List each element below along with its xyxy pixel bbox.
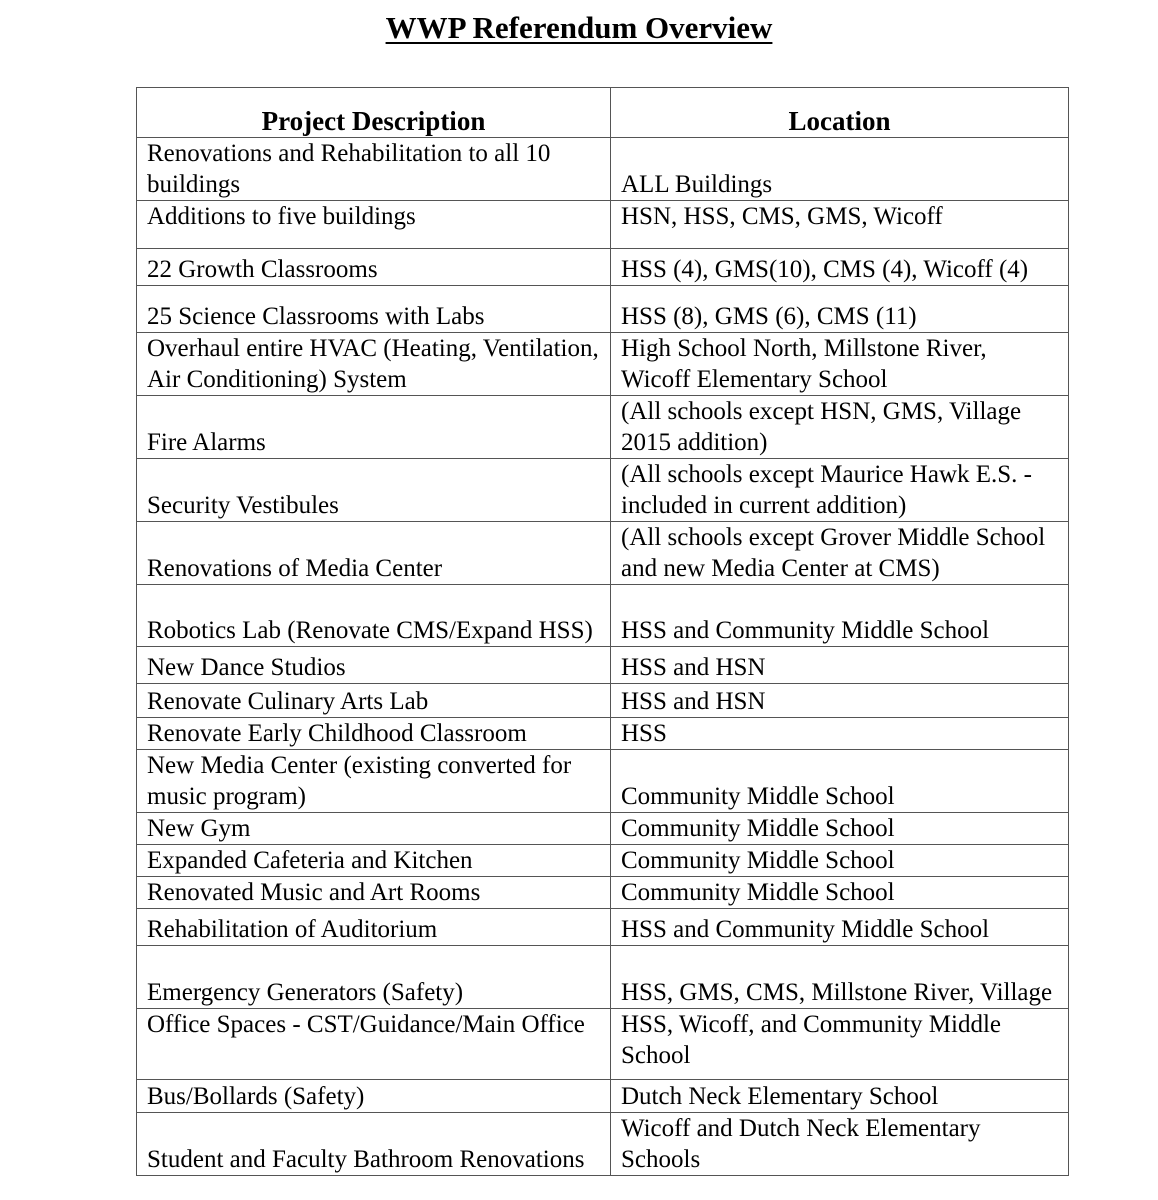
location-cell: HSS and HSN	[611, 647, 1069, 684]
location-cell: HSS	[611, 718, 1069, 750]
location-cell: (All schools except HSN, GMS, Village 2015 addition)	[611, 396, 1069, 459]
document-title	[0, 8, 1158, 48]
location-cell: Community Middle School	[611, 845, 1069, 877]
table-row	[137, 201, 1069, 249]
header-location: Location	[611, 88, 1069, 138]
project-description-cell: Bus/Bollards (Safety)	[137, 1080, 611, 1113]
location-cell: High School North, Millstone River, Wicoff Elementary School	[611, 333, 1069, 396]
project-description-cell: Additions to five buildings	[137, 201, 611, 249]
table-row	[137, 396, 1069, 459]
project-description-cell: Office Spaces - CST/Guidance/Main Office	[137, 1009, 611, 1080]
table-row	[137, 718, 1069, 750]
location-cell: HSS and Community Middle School	[611, 909, 1069, 946]
project-description-cell: New Dance Studios	[137, 647, 611, 684]
project-description-cell: Emergency Generators (Safety)	[137, 946, 611, 1009]
location-cell: Wicoff and Dutch Neck Elementary Schools	[611, 1113, 1069, 1176]
location-cell: (All schools except Grover Middle School and new Media Center at CMS)	[611, 522, 1069, 585]
project-description-cell: Renovations of Media Center	[137, 522, 611, 585]
table-row	[137, 946, 1069, 1009]
project-description-cell: 22 Growth Classrooms	[137, 249, 611, 286]
project-description-cell: New Media Center (existing converted for music program)	[137, 750, 611, 813]
table-row	[137, 1113, 1069, 1176]
location-cell: Community Middle School	[611, 877, 1069, 909]
table-row	[137, 249, 1069, 286]
table-row	[137, 877, 1069, 909]
location-cell: HSS (4), GMS(10), CMS (4), Wicoff (4)	[611, 249, 1069, 286]
project-description-cell: 25 Science Classrooms with Labs	[137, 286, 611, 333]
header-project-description: Project Description	[137, 88, 611, 138]
table-row	[137, 647, 1069, 684]
project-description-cell: Robotics Lab (Renovate CMS/Expand HSS)	[137, 585, 611, 647]
project-description-cell: Renovations and Rehabilitation to all 10 buildings	[137, 138, 611, 201]
location-cell: Community Middle School	[611, 813, 1069, 845]
project-description-cell: Renovate Early Childhood Classroom	[137, 718, 611, 750]
location-cell: HSS (8), GMS (6), CMS (11)	[611, 286, 1069, 333]
table-row	[137, 684, 1069, 718]
project-description-cell: Student and Faculty Bathroom Renovations	[137, 1113, 611, 1176]
location-cell: HSS and Community Middle School	[611, 585, 1069, 647]
location-cell: HSS, GMS, CMS, Millstone River, Village	[611, 946, 1069, 1009]
project-description-cell: New Gym	[137, 813, 611, 845]
location-cell: HSS and HSN	[611, 684, 1069, 718]
location-cell: (All schools except Maurice Hawk E.S. - included in current addition)	[611, 459, 1069, 522]
project-description-cell: Fire Alarms	[137, 396, 611, 459]
table-row	[137, 585, 1069, 647]
table-header-row	[137, 88, 1069, 138]
table-row	[137, 522, 1069, 585]
location-cell: Community Middle School	[611, 750, 1069, 813]
table-row	[137, 1080, 1069, 1113]
project-description-cell: Security Vestibules	[137, 459, 611, 522]
location-cell: Dutch Neck Elementary School	[611, 1080, 1069, 1113]
location-cell: HSN, HSS, CMS, GMS, Wicoff	[611, 201, 1069, 249]
table-row	[137, 813, 1069, 845]
table-row	[137, 1009, 1069, 1080]
project-description-cell: Renovate Culinary Arts Lab	[137, 684, 611, 718]
table-row	[137, 459, 1069, 522]
location-cell: ALL Buildings	[611, 138, 1069, 201]
project-description-cell: Overhaul entire HVAC (Heating, Ventilation, Air Conditioning) System	[137, 333, 611, 396]
table-row	[137, 138, 1069, 201]
table-row	[137, 333, 1069, 396]
table-row	[137, 845, 1069, 877]
table-row	[137, 286, 1069, 333]
table-row	[137, 750, 1069, 813]
location-cell: HSS, Wicoff, and Community Middle School	[611, 1009, 1069, 1080]
project-description-cell: Rehabilitation of Auditorium	[137, 909, 611, 946]
project-description-cell: Renovated Music and Art Rooms	[137, 877, 611, 909]
project-description-cell: Expanded Cafeteria and Kitchen	[137, 845, 611, 877]
referendum-table	[136, 87, 1069, 1176]
document-title-text: WWP Referendum Overview	[385, 10, 773, 45]
table-row	[137, 909, 1069, 946]
